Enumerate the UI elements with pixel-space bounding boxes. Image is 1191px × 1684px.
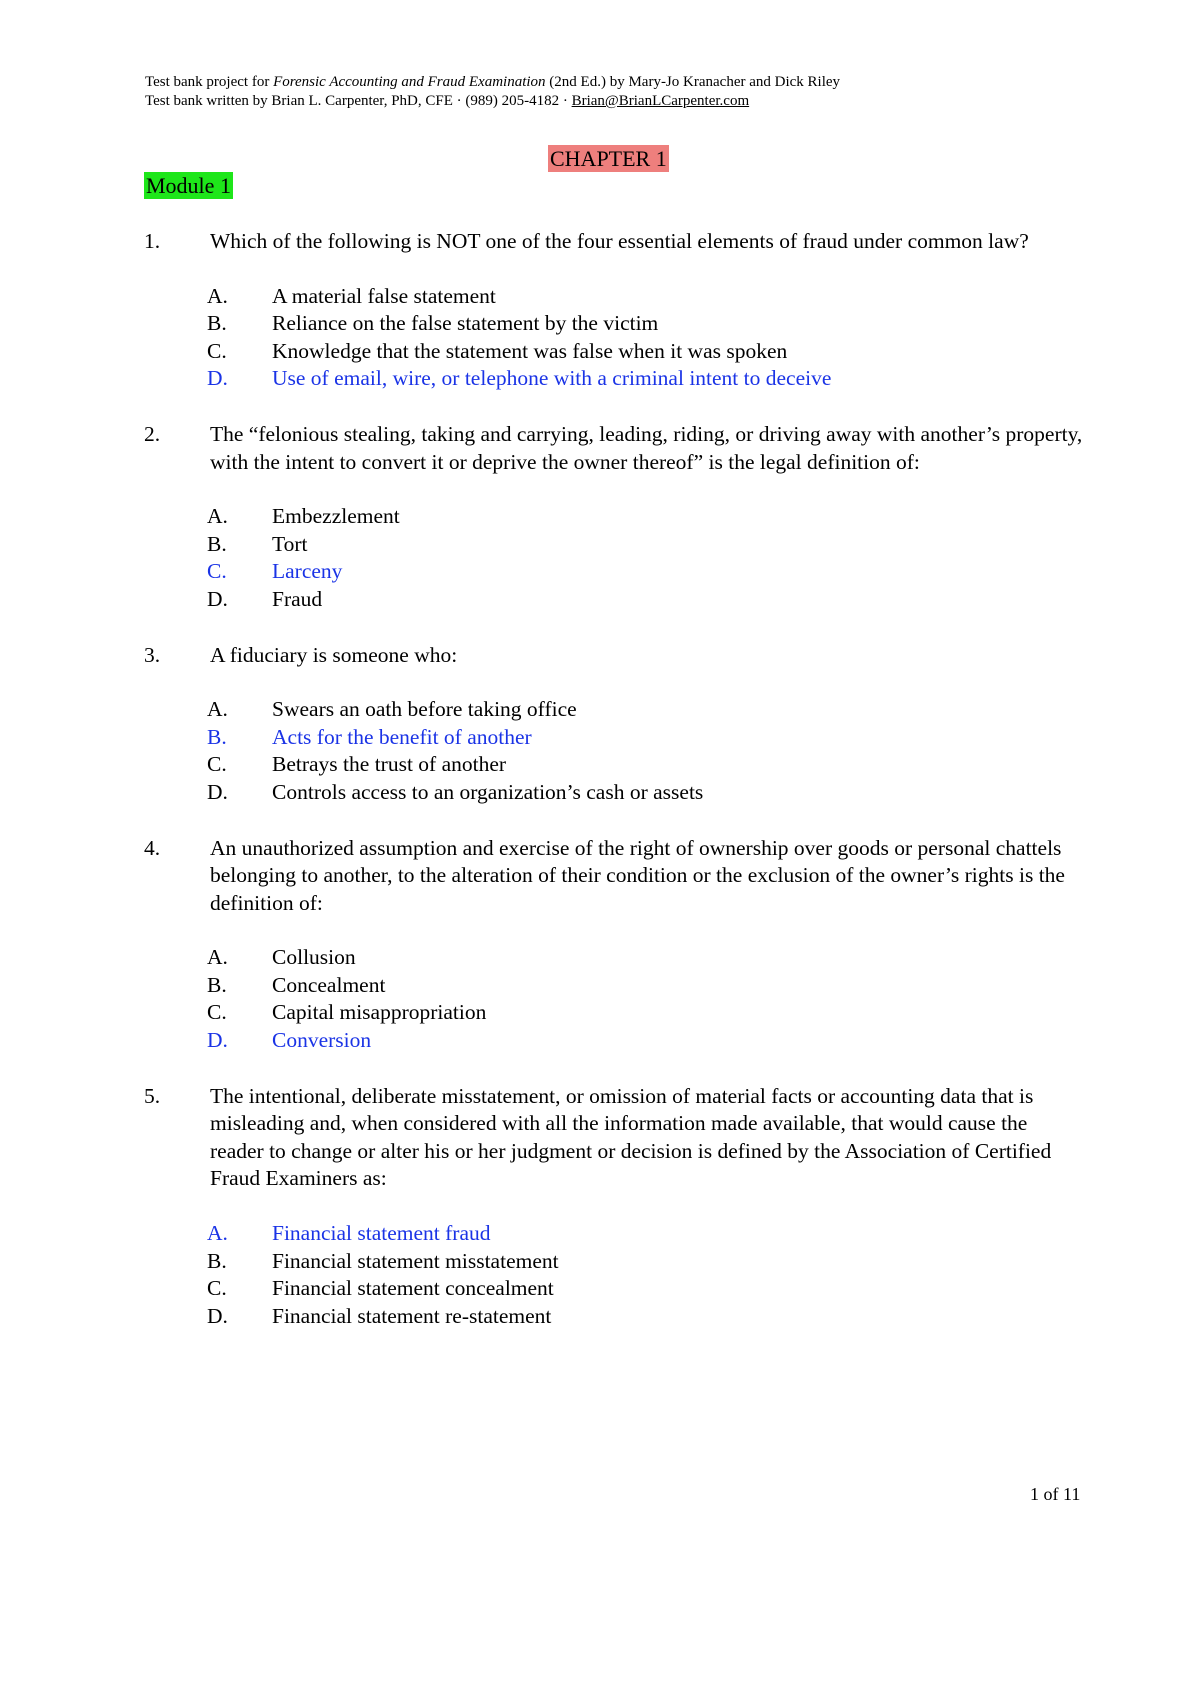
- question-1: [0, 228, 1191, 393]
- option-letter: D.: [207, 1303, 228, 1328]
- answer-option: [0, 283, 1191, 311]
- answer-options: [0, 944, 1191, 1054]
- answer-option: [0, 999, 1191, 1027]
- question-text: An unauthorized assumption and exercise of the right of ownership over goods or personal chattels belonging to another, to the alteration of their condition or the exclusion of the owner’s rights is the definition of:: [210, 835, 1065, 915]
- option-letter: B.: [207, 724, 227, 749]
- option-letter: B.: [207, 1248, 227, 1273]
- answer-option: [0, 531, 1191, 559]
- question-number: 5.: [144, 1083, 161, 1108]
- option-letter: B.: [207, 531, 227, 556]
- answer-option: [0, 779, 1191, 807]
- option-text: Use of email, wire, or telephone with a criminal intent to deceive: [272, 366, 832, 391]
- question-3: [0, 642, 1191, 807]
- page-header: [145, 73, 840, 111]
- option-letter: C.: [207, 559, 227, 584]
- question-number: 4.: [144, 835, 161, 860]
- option-text: Collusion: [272, 945, 356, 970]
- option-letter: C.: [207, 1276, 227, 1301]
- option-letter: A.: [207, 283, 228, 308]
- chapter-heading: CHAPTER 1: [550, 146, 667, 171]
- option-text: Reliance on the false statement by the victim: [272, 311, 659, 336]
- option-text: Controls access to an organization’s cash or assets: [272, 779, 704, 804]
- question-number: 1.: [144, 229, 161, 253]
- option-text: Concealment: [272, 972, 386, 997]
- option-text: Financial statement fraud: [272, 1221, 491, 1246]
- option-letter: D.: [207, 586, 228, 611]
- header-line-1: Test bank project for Forensic Accounting and Fraud Examination (2nd Ed.) by Mary-Jo Kranacher and Dick Riley: [145, 74, 841, 90]
- option-text: Embezzlement: [272, 504, 400, 529]
- option-text: Tort: [272, 531, 308, 556]
- option-letter: B.: [207, 972, 227, 997]
- answer-option: [0, 696, 1191, 724]
- module-heading: Module 1: [146, 173, 231, 198]
- answer-option: [0, 310, 1191, 338]
- answer-option: [0, 586, 1191, 614]
- answer-options: [0, 283, 1191, 393]
- option-text: Financial statement re-statement: [272, 1303, 552, 1328]
- option-letter: B.: [207, 311, 227, 336]
- answer-options: [0, 503, 1191, 613]
- question-number: 2.: [144, 421, 161, 446]
- option-letter: D.: [207, 366, 228, 391]
- option-text: Financial statement misstatement: [272, 1248, 559, 1273]
- question-4: [0, 835, 1191, 1055]
- option-letter: A.: [207, 697, 228, 722]
- option-letter: C.: [207, 752, 227, 777]
- option-letter: A.: [207, 1221, 228, 1246]
- option-text: Acts for the benefit of another: [272, 724, 532, 749]
- book-title: Forensic Accounting and Fraud Examination: [273, 74, 546, 90]
- option-text: A material false statement: [272, 283, 496, 308]
- option-letter: D.: [207, 1028, 228, 1053]
- answer-option: [0, 1303, 1191, 1331]
- answer-option: [0, 972, 1191, 1000]
- page-number: 1 of 11: [1030, 1484, 1081, 1504]
- option-letter: A.: [207, 504, 228, 529]
- answer-option: [0, 338, 1191, 366]
- answer-option: [0, 1275, 1191, 1303]
- author-email-link[interactable]: Brian@BrianLCarpenter.com: [571, 93, 750, 109]
- option-letter: C.: [207, 1000, 227, 1025]
- question-text: The “felonious stealing, taking and carrying, leading, riding, or driving away with another’s property, with the intent to convert it or deprive the owner thereof” is the legal definition of:: [210, 421, 1083, 474]
- answer-options: [0, 696, 1191, 806]
- answer-option: [0, 751, 1191, 779]
- option-text: Conversion: [272, 1028, 372, 1053]
- question-number: 3.: [144, 642, 161, 667]
- question-text: The intentional, deliberate misstatement, or omission of material facts or accounting data that is misleading and, when considered with all the information made available, that would cause the reader to change or alter his or her judgment or decision is defined by the Association of Certified Fraud Examiners as:: [210, 1083, 1052, 1191]
- question-2: [0, 421, 1191, 614]
- answer-option-correct: [0, 724, 1191, 752]
- option-text: Swears an oath before taking office: [272, 697, 577, 722]
- option-text: Betrays the trust of another: [272, 752, 507, 777]
- question-list: [0, 228, 1191, 1358]
- answer-option-correct: [0, 1220, 1191, 1248]
- answer-option: [0, 1248, 1191, 1276]
- option-text: Capital misappropriation: [272, 1000, 487, 1025]
- header-line-2: Test bank written by Brian L. Carpenter, PhD, CFE · (989) 205-4182 · Brian@BrianLCarpenter.com: [145, 93, 750, 109]
- option-text: Knowledge that the statement was false when it was spoken: [272, 338, 788, 363]
- option-letter: D.: [207, 779, 228, 804]
- option-text: Larceny: [272, 559, 343, 584]
- question-text: A fiduciary is someone who:: [210, 642, 458, 667]
- answer-option-correct: [0, 558, 1191, 586]
- option-letter: C.: [207, 338, 227, 363]
- question-text: Which of the following is NOT one of the four essential elements of fraud under common law?: [210, 229, 1029, 253]
- question-5: [0, 1083, 1191, 1331]
- answer-option: [0, 503, 1191, 531]
- answer-options: [0, 1220, 1191, 1330]
- answer-option-correct: [0, 365, 1191, 393]
- answer-option: [0, 944, 1191, 972]
- option-letter: A.: [207, 945, 228, 970]
- option-text: Financial statement concealment: [272, 1276, 554, 1301]
- option-text: Fraud: [272, 586, 323, 611]
- answer-option-correct: [0, 1027, 1191, 1055]
